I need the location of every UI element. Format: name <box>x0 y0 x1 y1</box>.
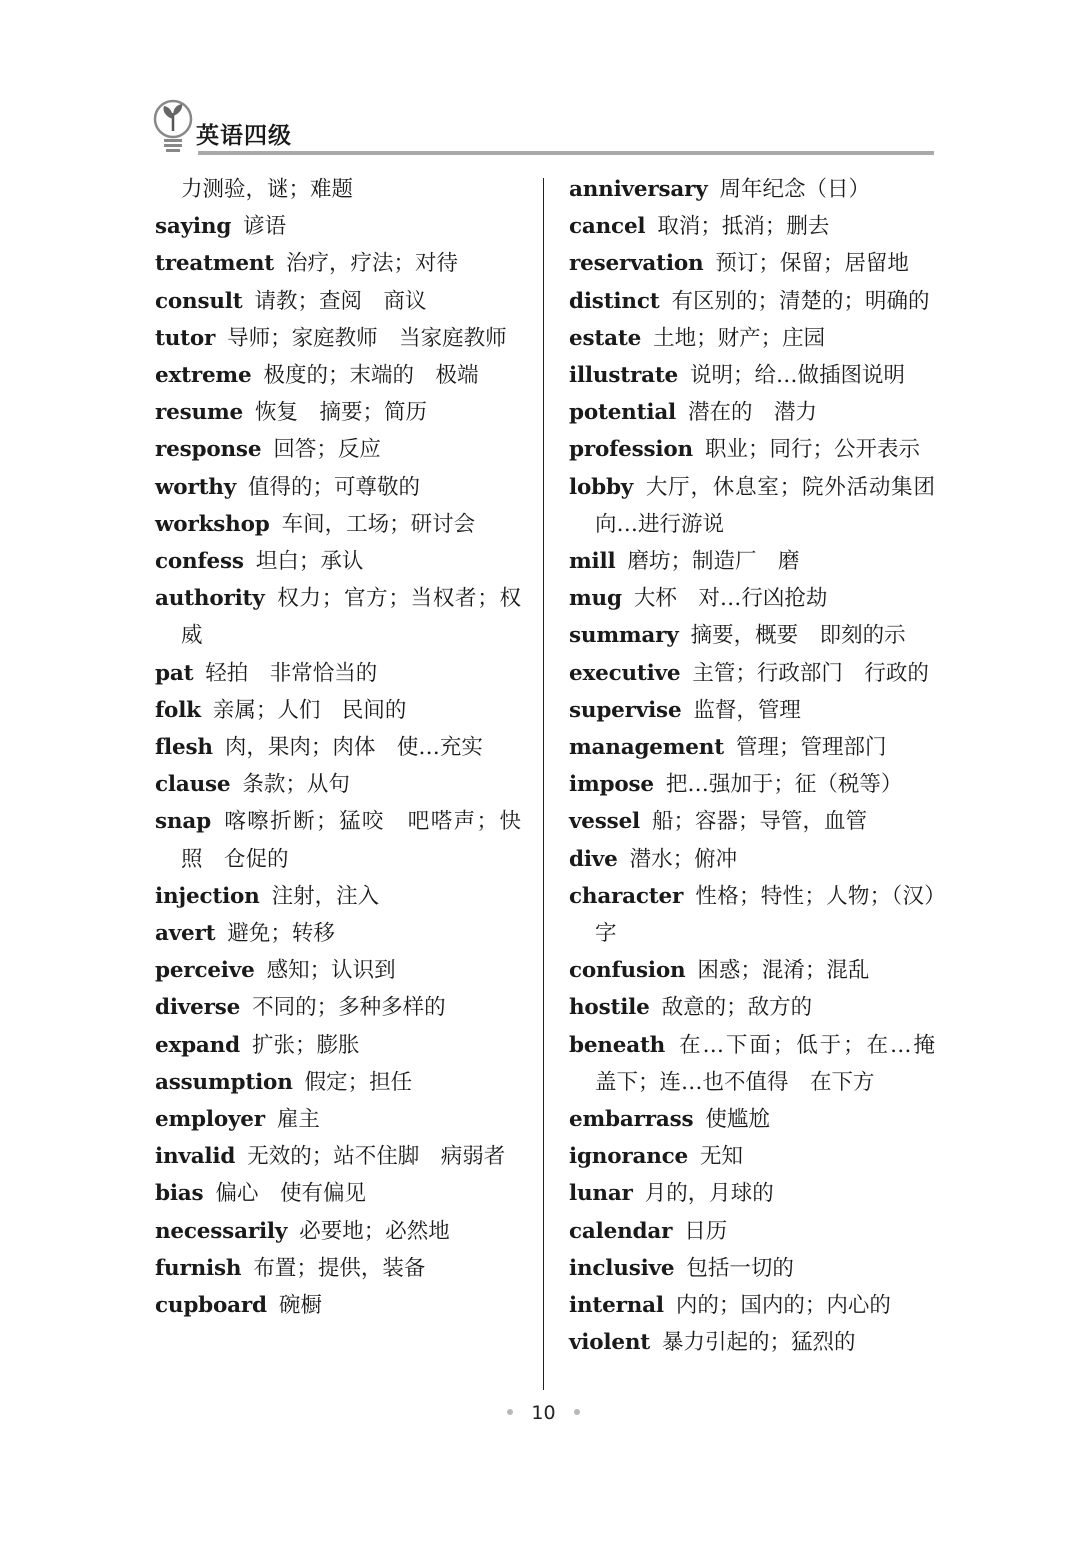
vocab-entry <box>569 208 935 245</box>
vocab-definition: 主管；行政部门 行政的 <box>692 660 929 686</box>
vocab-word: inclusive <box>569 1255 675 1281</box>
vocab-word: cupboard <box>155 1293 267 1319</box>
vocab-entry <box>155 878 521 915</box>
vocab-definition: 不同的；多种多样的 <box>252 995 446 1021</box>
vocab-definition: 布置；提供，装备 <box>253 1255 426 1281</box>
vocab-definition: 暴力引起的；猛烈的 <box>662 1330 856 1356</box>
vocab-definition: 感知；认识到 <box>266 958 396 984</box>
vocab-entry <box>155 431 521 468</box>
vocab-word: supervise <box>569 697 682 723</box>
vocab-definition: 注射，注入 <box>271 883 380 909</box>
vocab-entry <box>569 1250 935 1287</box>
vocab-definition: 回答；反应 <box>273 437 381 463</box>
vocab-definition: 无效的；站不住脚 病弱者 <box>247 1144 506 1170</box>
vocab-definition: 说明；给…做插图说明 <box>690 363 906 389</box>
vocab-word: confess <box>155 549 244 575</box>
vocab-word: profession <box>569 437 693 463</box>
vocab-word: dive <box>569 846 618 872</box>
vocab-definition: 日历 <box>684 1218 728 1244</box>
vocab-word: resume <box>155 400 243 426</box>
vocab-word: furnish <box>155 1255 242 1281</box>
vocab-word: potential <box>569 400 677 426</box>
vocab-definition: 避免；转移 <box>227 921 335 947</box>
vocab-word: illustrate <box>569 363 679 389</box>
vocab-entry <box>569 1101 935 1138</box>
vocab-entry <box>569 394 935 431</box>
vocab-entry <box>569 617 935 654</box>
vocab-definition: 导师；家庭教师 当家庭教师 <box>227 325 507 351</box>
vocab-word: avert <box>155 921 216 947</box>
vocab-entry <box>155 580 521 654</box>
vocab-word: snap <box>155 809 211 835</box>
vocab-entry <box>155 766 521 803</box>
vocab-definition: 请教；查阅 商议 <box>254 288 427 314</box>
lightbulb-sprout-logo <box>152 97 194 157</box>
vocab-word: violent <box>569 1330 651 1356</box>
vocab-word: management <box>569 735 724 761</box>
vocab-entry <box>155 803 521 877</box>
vocab-word: hostile <box>569 995 650 1021</box>
vocab-word: assumption <box>155 1069 293 1095</box>
vocab-definition: 权力；官方；当权者；权威 <box>181 586 521 649</box>
vocab-definition: 监督，管理 <box>693 697 801 723</box>
vocab-word: calendar <box>569 1218 673 1244</box>
vocab-word: expand <box>155 1032 240 1058</box>
vocab-entry <box>155 506 521 543</box>
vocab-word: mug <box>569 586 622 612</box>
vocab-entry <box>155 543 521 580</box>
vocab-definition: 使尴尬 <box>705 1107 770 1133</box>
vocab-definition: 肉，果肉；肉体 使…充实 <box>224 735 483 761</box>
vocab-word: response <box>155 437 262 463</box>
vocab-definition: 有区别的；清楚的；明确的 <box>671 288 930 314</box>
vocab-definition: 敌意的；敌方的 <box>661 995 813 1021</box>
vocab-entry <box>155 989 521 1026</box>
vocab-word: character <box>569 883 684 909</box>
vocab-definition: 必要地；必然地 <box>299 1218 450 1244</box>
vocab-word: extreme <box>155 363 252 389</box>
vocab-entry <box>155 171 521 208</box>
vocab-word: employer <box>155 1107 265 1133</box>
vocab-word: consult <box>155 288 243 314</box>
vocab-entry <box>155 915 521 952</box>
vocab-definition: 谚语 <box>243 214 287 240</box>
vocab-word: confusion <box>569 958 686 984</box>
vocab-entry <box>569 1213 935 1250</box>
vocab-word: internal <box>569 1293 664 1319</box>
bullet-dot-icon <box>507 1409 513 1415</box>
vocab-entry <box>569 171 935 208</box>
vocab-word: mill <box>569 549 616 575</box>
vocab-entry <box>569 283 935 320</box>
vocab-definition: 雇主 <box>276 1107 320 1133</box>
vocab-word: embarrass <box>569 1107 694 1133</box>
vocab-entry <box>569 766 935 803</box>
vocab-word: pat <box>155 660 194 686</box>
vocab-definition: 碗橱 <box>278 1293 322 1319</box>
vocab-definition: 内的；国内的；内心的 <box>675 1293 891 1319</box>
vocab-definition: 假定；担任 <box>304 1069 413 1095</box>
vocab-entry <box>569 1287 935 1324</box>
vocab-definition: 包括一切的 <box>686 1255 794 1281</box>
vocab-entry <box>155 1213 521 1250</box>
vocab-entry <box>569 655 935 692</box>
vocab-definition: 困惑；混淆；混乱 <box>697 958 870 984</box>
vocab-definition: 管理；管理部门 <box>735 735 887 761</box>
vocab-definition: 车间，工场；研讨会 <box>281 511 476 537</box>
vocab-definition: 预订；保留；居留地 <box>715 251 909 277</box>
vocab-word: summary <box>569 623 679 649</box>
vocab-word: beneath <box>569 1032 666 1058</box>
vocab-word: necessarily <box>155 1218 288 1244</box>
vocab-entry <box>569 543 935 580</box>
vocab-word: tutor <box>155 325 216 351</box>
vocab-definition: 力测验，谜；难题 <box>181 177 354 202</box>
vocab-word: workshop <box>155 511 270 537</box>
vocab-definition: 把…强加于；征（税等） <box>665 772 903 798</box>
vocab-entry <box>569 989 935 1026</box>
vocab-definition: 恢复 摘要；简历 <box>254 400 427 426</box>
vocab-word: impose <box>569 772 654 798</box>
vocab-entry <box>569 841 935 878</box>
vocab-entry <box>569 1027 935 1101</box>
vocab-word: ignorance <box>569 1144 689 1170</box>
vocab-definition: 摘要，概要 即刻的示 <box>690 623 906 649</box>
vocab-entry <box>155 1138 521 1175</box>
vocab-entry <box>569 952 935 989</box>
vocab-word: lobby <box>569 474 634 500</box>
header-rule <box>198 151 934 155</box>
vocab-word: flesh <box>155 735 213 761</box>
vocab-entry <box>155 692 521 729</box>
vocab-word: clause <box>155 772 231 798</box>
vocab-entry <box>569 431 935 468</box>
page-footer <box>0 1402 1087 1424</box>
vocab-word: executive <box>569 660 681 686</box>
vocab-definition: 取消；抵消；删去 <box>657 214 830 240</box>
vocab-word: bias <box>155 1181 204 1207</box>
vocab-definition: 喀嚓折断；猛咬 吧嗒声；快照 仓促的 <box>181 809 521 872</box>
page-header <box>148 95 934 165</box>
vocab-entry <box>155 1250 521 1287</box>
vocab-entry <box>569 320 935 357</box>
vocab-entry <box>155 469 521 506</box>
vocab-word: cancel <box>569 214 646 240</box>
vocab-entry <box>569 1138 935 1175</box>
vocab-word: diverse <box>155 995 241 1021</box>
vocab-definition: 值得的；可尊敬的 <box>248 474 421 500</box>
vocab-definition: 扩张；膨胀 <box>251 1032 360 1058</box>
vocab-word: authority <box>155 586 265 612</box>
vocab-word: reservation <box>569 251 704 277</box>
vocab-entry <box>155 394 521 431</box>
vocab-entry <box>155 1027 521 1064</box>
vocab-entry <box>155 357 521 394</box>
vocab-entry <box>569 729 935 766</box>
vocab-entry <box>155 655 521 692</box>
column-divider <box>543 178 544 1390</box>
vocab-definition: 性格；特性；人物；（汉）字 <box>595 883 935 947</box>
vocab-definition: 坦白；承认 <box>255 549 364 575</box>
vocab-entry <box>155 729 521 766</box>
vocab-definition: 极度的；末端的 极端 <box>263 363 479 389</box>
vocab-definition: 职业；同行；公开表示 <box>704 437 920 463</box>
vocab-word: distinct <box>569 288 660 314</box>
vocab-entry <box>155 1101 521 1138</box>
vocab-word: worthy <box>155 474 237 500</box>
vocab-word: folk <box>155 697 201 723</box>
vocab-definition: 无知 <box>700 1144 744 1170</box>
vocab-definition: 治疗，疗法；对待 <box>286 251 459 277</box>
vocab-entry <box>569 580 935 617</box>
book-title: 英语四级 <box>196 123 292 149</box>
vocab-definition: 磨坊；制造厂 磨 <box>627 549 800 575</box>
vocab-definition: 偏心 使有偏见 <box>215 1181 366 1207</box>
vocab-entry <box>155 320 521 357</box>
vocab-definition: 在…下面；低于；在…掩盖下；连…也不值得 在下方 <box>595 1032 935 1095</box>
vocab-word: vessel <box>569 809 641 835</box>
vocab-word: estate <box>569 325 642 351</box>
vocab-word: treatment <box>155 251 274 277</box>
vocab-entry <box>569 357 935 394</box>
vocab-entry <box>569 692 935 729</box>
vocab-definition: 大厅，休息室；院外活动集团 向…进行游说 <box>595 474 957 537</box>
vocab-entry <box>569 1324 935 1361</box>
vocab-definition: 周年纪念（日） <box>719 177 871 202</box>
vocab-definition: 月的，月球的 <box>644 1181 774 1207</box>
vocab-definition: 亲属；人们 民间的 <box>212 697 407 723</box>
vocab-entry <box>155 283 521 320</box>
vocab-entry <box>569 878 935 952</box>
vocab-word: perceive <box>155 958 255 984</box>
vocab-definition: 轻拍 非常恰当的 <box>205 660 378 686</box>
vocab-entry <box>569 469 957 543</box>
right-column <box>569 171 957 1362</box>
vocab-entry <box>155 245 521 282</box>
vocab-word: lunar <box>569 1181 633 1207</box>
vocab-entry <box>155 1064 521 1101</box>
vocab-word: invalid <box>155 1144 236 1170</box>
vocab-definition: 潜水；俯冲 <box>629 846 738 872</box>
vocab-word: saying <box>155 214 232 240</box>
left-column <box>155 171 521 1324</box>
vocab-entry <box>155 1287 521 1324</box>
vocab-definition: 土地；财产；庄园 <box>653 325 826 351</box>
vocab-entry <box>569 1175 935 1212</box>
vocab-word: injection <box>155 883 260 909</box>
bullet-dot-icon <box>574 1409 580 1415</box>
vocab-definition: 潜在的 潜力 <box>688 400 818 426</box>
vocab-word: anniversary <box>569 177 708 202</box>
vocab-entry <box>569 245 935 282</box>
vocab-entry <box>569 803 935 840</box>
vocab-definition: 大杯 对…行凶抢劫 <box>633 586 828 612</box>
vocab-entry <box>155 952 521 989</box>
vocab-definition: 条款；从句 <box>242 772 350 798</box>
vocab-entry <box>155 208 521 245</box>
vocab-definition: 船；容器；导管，血管 <box>652 809 868 835</box>
page-number: 10 <box>531 1402 556 1424</box>
vocab-entry <box>155 1175 521 1212</box>
